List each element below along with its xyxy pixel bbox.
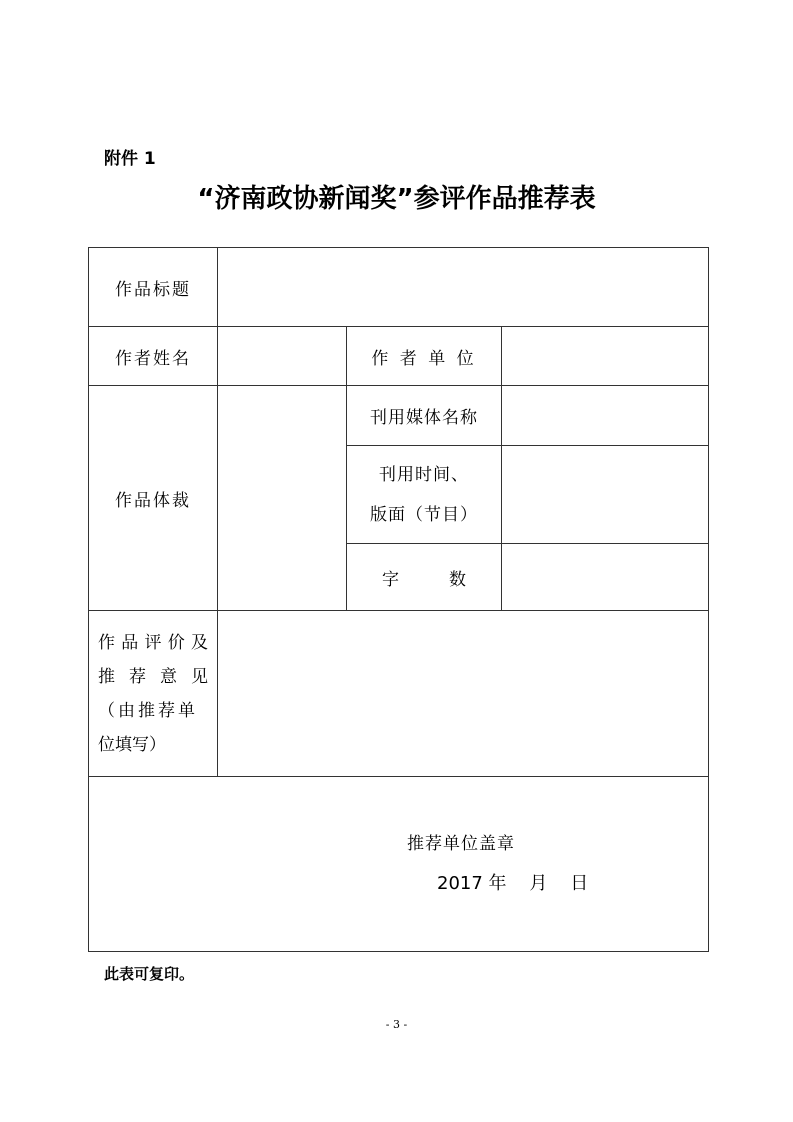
author-unit-field[interactable]: [502, 327, 709, 386]
page-number: - 3 -: [385, 1018, 408, 1031]
evaluation-label-line4: 位填写）: [98, 734, 166, 755]
evaluation-field[interactable]: [218, 611, 709, 777]
author-row: [89, 327, 709, 386]
media-name-label: 刊用媒体名称: [347, 386, 502, 446]
media-name-field[interactable]: [502, 386, 709, 446]
stamp-row: [89, 777, 709, 952]
work-title-label: 作品标题: [89, 248, 218, 327]
word-count-label: [347, 544, 502, 611]
attachment-label: 附件 1: [104, 149, 156, 169]
evaluation-label-line2: 推 荐 意 见: [98, 666, 208, 687]
media-name-row: [89, 386, 709, 446]
publish-time-field[interactable]: [502, 446, 709, 544]
evaluation-label-line1: 作 品 评 价 及: [98, 632, 208, 653]
copy-note: 此表可复印。: [104, 965, 195, 983]
genre-label: 作品体裁: [89, 386, 218, 611]
evaluation-label: [89, 611, 218, 777]
work-title-row: [89, 248, 709, 327]
genre-field[interactable]: [218, 386, 347, 611]
author-name-field[interactable]: [218, 327, 347, 386]
word-count-label-char2: 数: [449, 569, 466, 590]
word-count-field[interactable]: [502, 544, 709, 611]
stamp-cell: [89, 777, 709, 952]
recommendation-form-table: [88, 247, 709, 952]
author-unit-label: 作 者 单 位: [347, 327, 502, 386]
publish-time-label-line2: 版面（节目）: [370, 504, 478, 525]
author-name-label: 作者姓名: [89, 327, 218, 386]
publish-time-label-line1: 刊用时间、: [379, 464, 469, 485]
evaluation-label-line3: （由推荐单: [98, 700, 198, 721]
publish-time-label: [347, 446, 502, 544]
evaluation-row: [89, 611, 709, 777]
word-count-label-char1: 字: [382, 569, 399, 590]
document-title: “济南政协新闻奖”参评作品推荐表: [197, 184, 596, 214]
stamp-label: 推荐单位盖章: [407, 834, 515, 854]
work-title-field[interactable]: [218, 248, 709, 327]
date-line: 2017 年 月 日: [437, 873, 589, 894]
